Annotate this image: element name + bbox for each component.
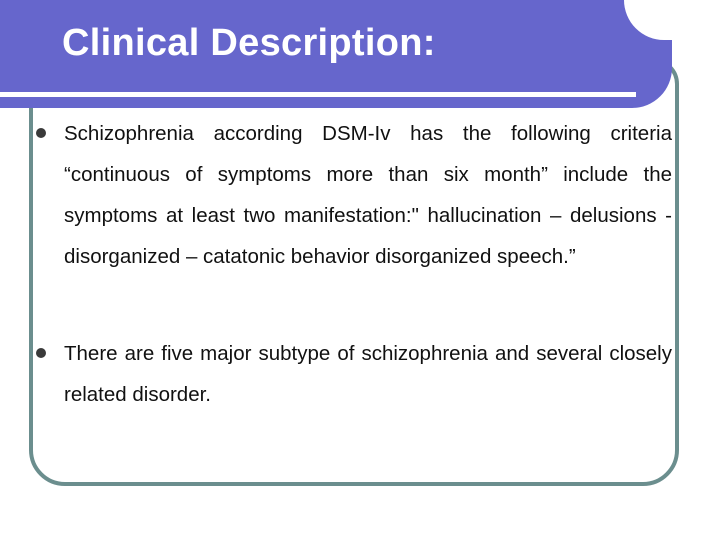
slide-title: Clinical Description:: [62, 22, 436, 64]
bullet-text-subtypes: There are five major subtype of schizophrenia and several closely related disorder.: [64, 342, 672, 406]
bullet-icon: [36, 128, 46, 138]
title-bar-corner: [624, 0, 672, 40]
bullet-icon: [36, 348, 46, 358]
title-underline: [0, 92, 636, 97]
bullet-text-criteria: Schizophrenia according DSM-Iv has the following criteria “continuous of symptoms more than six month” include the symptoms at least two manifestation:" hallucination – delusions - disorganized – catatonic behavior disorganized speech.”: [64, 122, 672, 268]
